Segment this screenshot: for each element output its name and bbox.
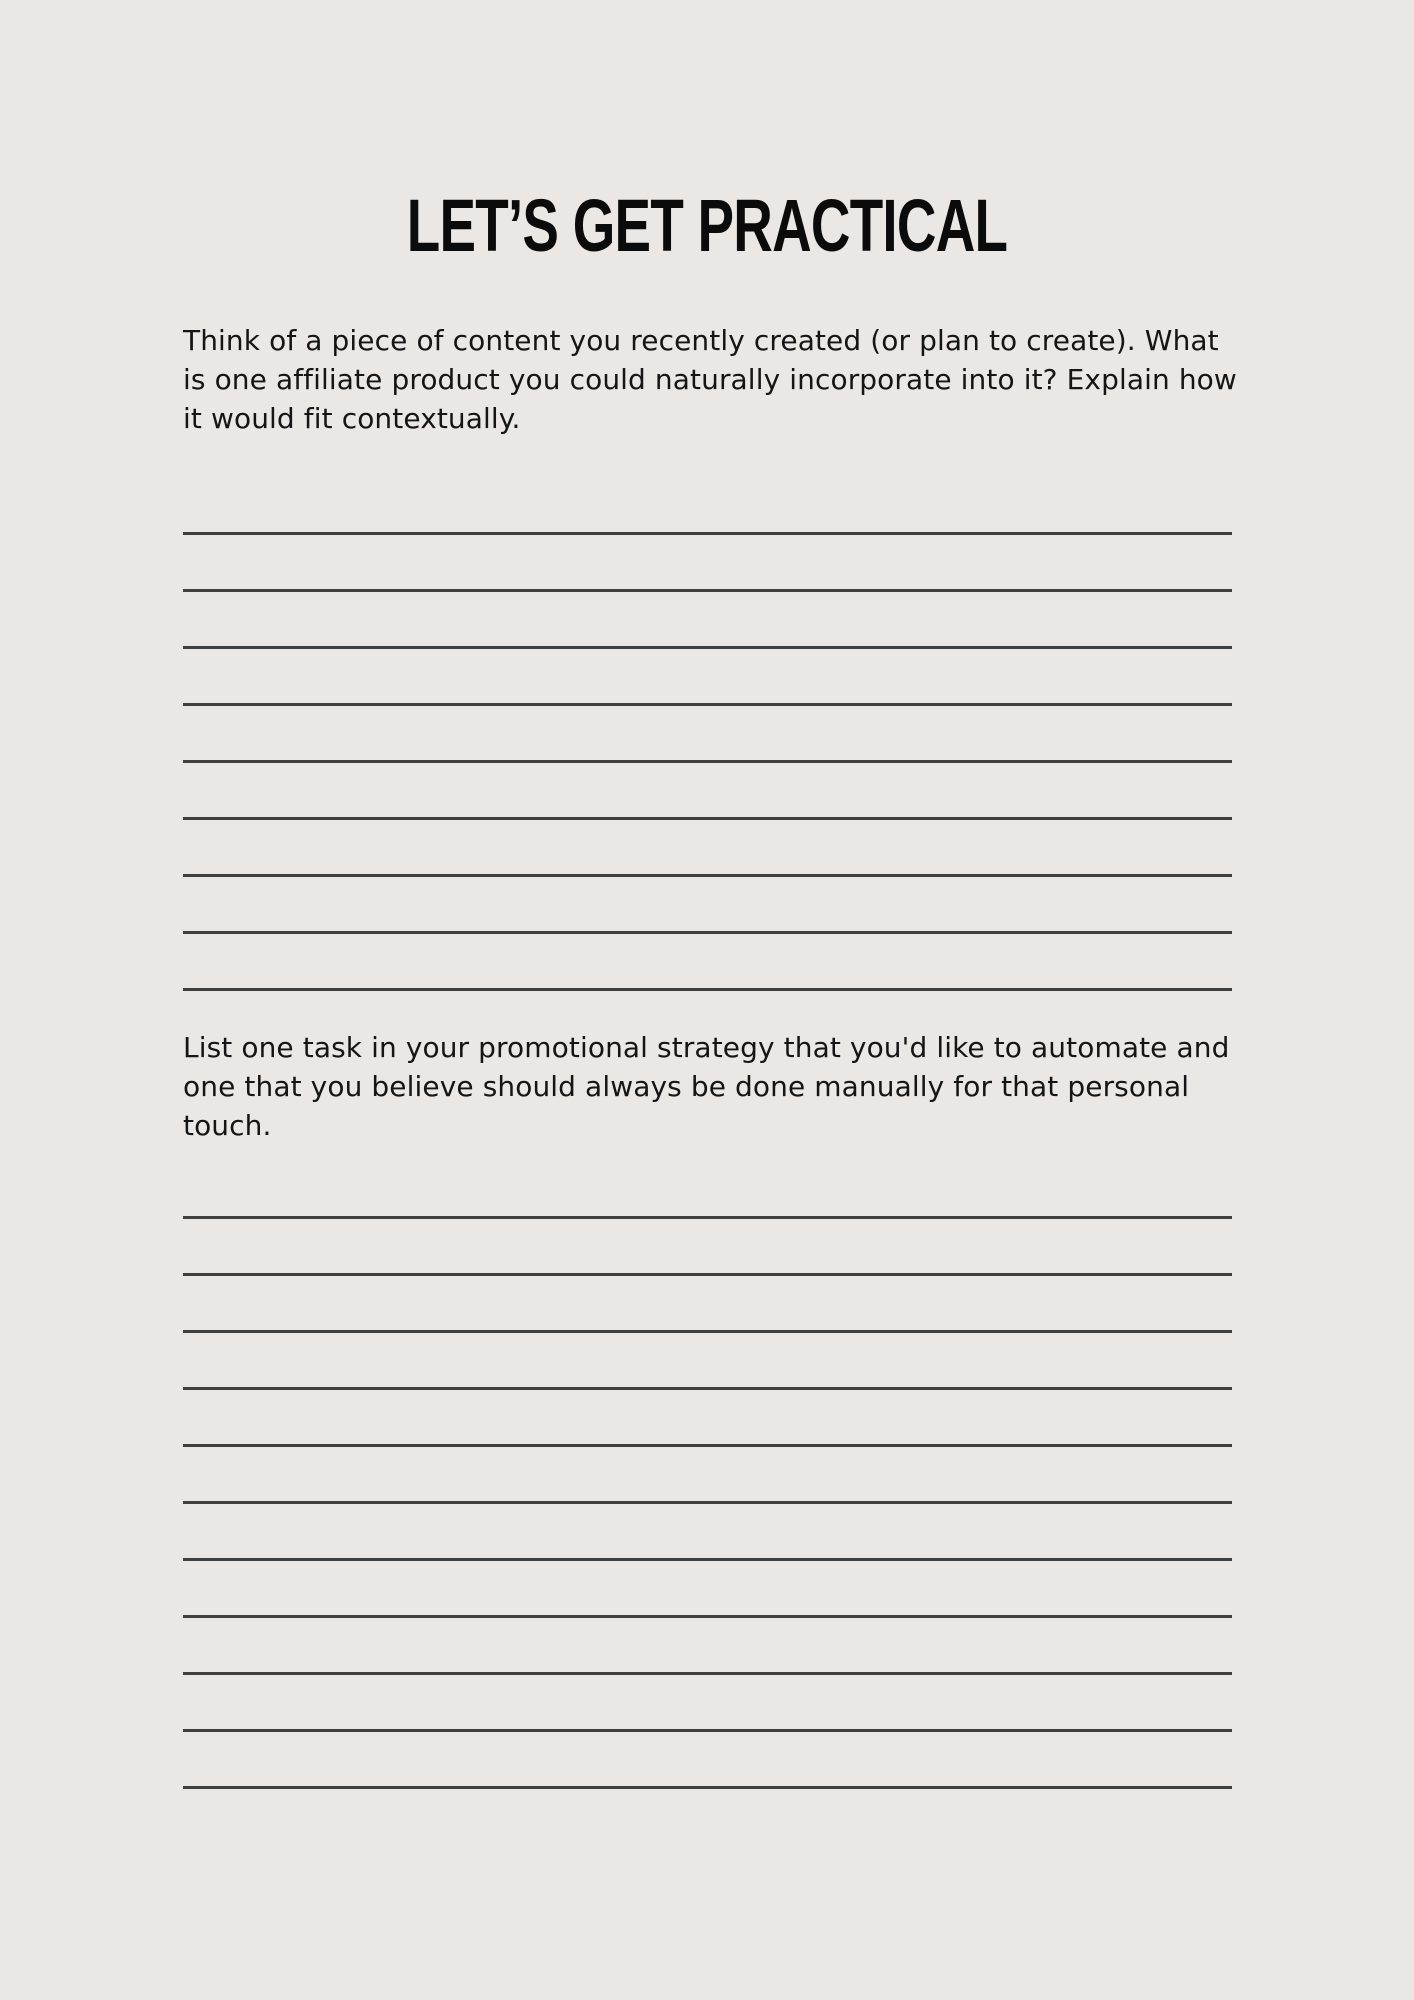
answer-line (183, 1447, 1232, 1504)
answer-lines-1 (183, 512, 1232, 991)
answer-line (183, 1219, 1232, 1276)
answer-line (183, 1196, 1232, 1219)
answer-line (183, 1333, 1232, 1390)
answer-line (183, 1390, 1232, 1447)
answer-line (183, 1618, 1232, 1675)
answer-line (183, 1276, 1232, 1333)
question-1-prompt: Think of a piece of content you recently created (or plan to create). What is one affiliate product you could naturally incorporate into it? Explain how it would fit contextually. (183, 324, 1237, 435)
answer-line (183, 592, 1232, 649)
answer-line (183, 512, 1232, 535)
answer-line (183, 1561, 1232, 1618)
answer-line (183, 820, 1232, 877)
question-2-prompt: List one task in your promotional strategy that you'd like to automate and one that you believe should always be done manually for that personal touch. (183, 1031, 1230, 1142)
answer-line (183, 1504, 1232, 1561)
answer-line (183, 535, 1232, 592)
answer-line (183, 649, 1232, 706)
answer-line (183, 763, 1232, 820)
page-title: LET’S GET PRACTICAL (406, 184, 1008, 267)
answer-line (183, 877, 1232, 934)
answer-line (183, 706, 1232, 763)
answer-lines-2 (183, 1196, 1232, 1789)
answer-line (183, 1732, 1232, 1789)
answer-line (183, 1675, 1232, 1732)
answer-line (183, 934, 1232, 991)
